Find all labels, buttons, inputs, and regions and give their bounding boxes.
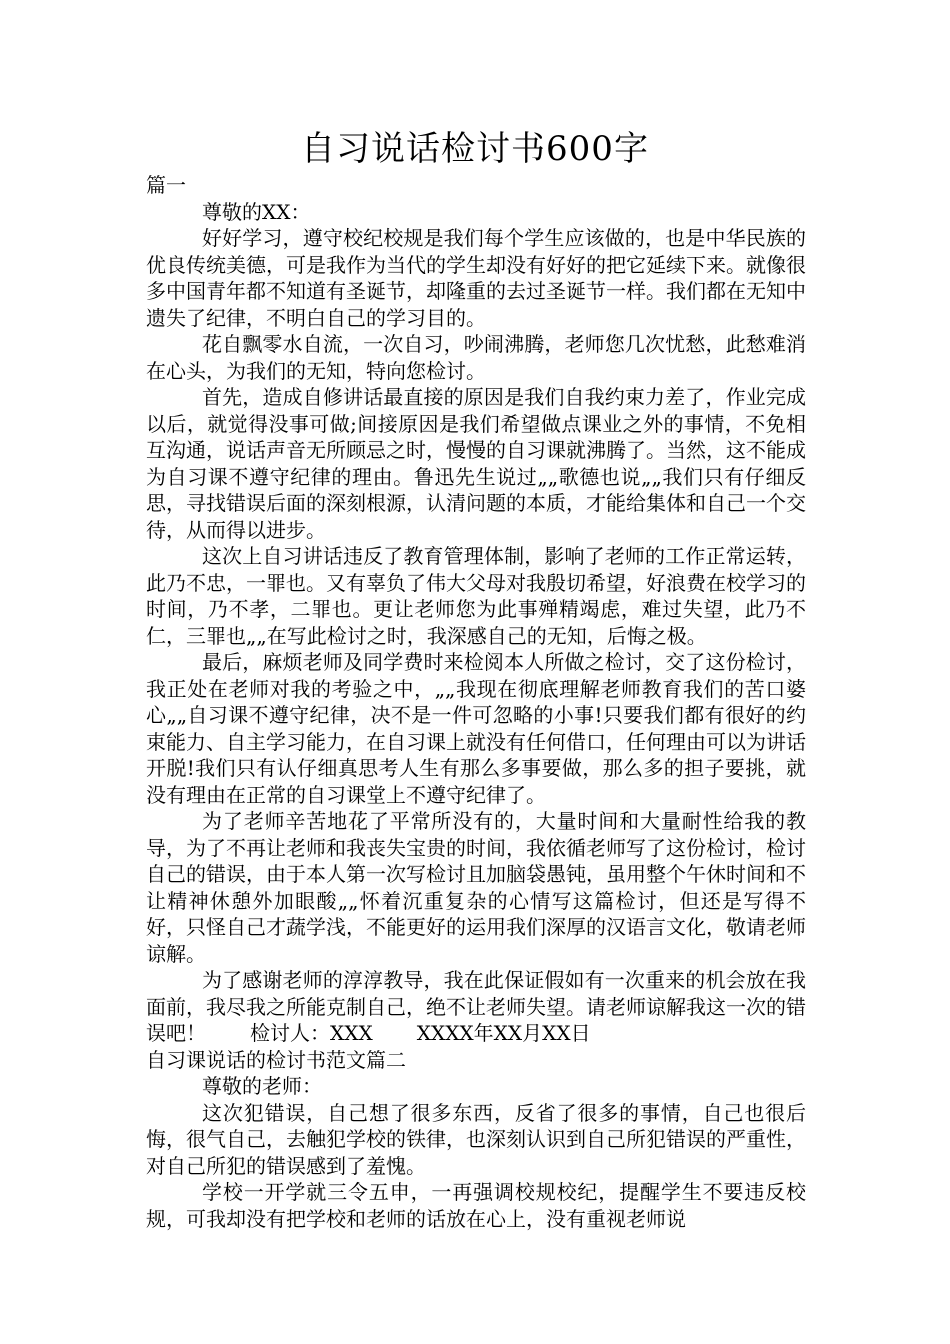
section-label: 自习课说话的检讨书范文篇二 bbox=[146, 1047, 406, 1072]
paragraph: 为了老师辛苦地花了平常所没有的，大量时间和大量耐性给我的教导，为了不再让老师和我丧失宝贵的时间，我依循老师写了这份检讨，检讨自己的错误，由于本人第一次写检讨且加脑袋愚钝，虽用整个午休时间和不让精神休憩外加眼酸„„怀着沉重复杂的心情写这篇检讨，但还是写得不好，只怪自己才蔬学浅，不能更好的运用我们深厚的汉语言文化，敬请老师谅解。 bbox=[146, 809, 806, 966]
section-label: 篇一 bbox=[146, 173, 186, 197]
paragraph: 好好学习，遵守校纪校规是我们每个学生应该做的，也是中华民族的优良传统美德，可是我作为当代的学生却没有好好的把它延续下来。就像很多中国青年都不知道有圣诞节，却隆重的去过圣诞节一样。我们都在无知中遗失了纪律，不明白自己的学习目的。 bbox=[146, 226, 806, 330]
paragraph: 首先，造成自修讲话最直接的原因是我们自我约束力差了，作业完成以后，就觉得没事可做;间接原因是我们希望做点课业之外的事情，不免相互沟通，说话声音无所顾忌之时，慢慢的自习课就沸腾了。当然，这不能成为自习课不遵守纪律的理由。鲁迅先生说过„„歌德也说„„我们只有仔细反思，寻找错误后面的深刻根源，认清问题的本质，才能给集体和自己一个交待，从而得以进步。 bbox=[146, 385, 806, 542]
signature: 检讨人：XXX bbox=[250, 1021, 373, 1045]
paragraph: 这次犯错误，自己想了很多东西，反省了很多的事情，自己也很后悔，很气自己，去触犯学校的铁律，也深刻认识到自己所犯错误的严重性，对自己所犯的错误感到了羞愧。 bbox=[146, 1100, 806, 1178]
closing-paragraph bbox=[146, 967, 806, 1047]
paragraph: 最后，麻烦老师及同学费时来检阅本人所做之检讨，交了这份检讨，我正处在老师对我的考验之中，„„我现在彻底理解老师教育我们的苦口婆心„„自习课不遵守纪律，决不是一件可忽略的小事!只要我们都有很好的约束能力、自主学习能力，在自习课上就没有任何借口，任何理由可以为讲话开脱!我们只有认仔细真思考人生有那么多事要做，那么多的担子要挑，就没有理由在正常的自习课堂上不遵守纪律了。 bbox=[146, 650, 806, 807]
document-body bbox=[146, 172, 806, 1232]
salutation: 尊敬的老师： bbox=[202, 1074, 322, 1098]
paragraph: 花自飘零水自流，一次自习，吵闹沸腾，老师您几次忧愁，此愁难消在心头，为我们的无知，特向您检讨。 bbox=[146, 332, 806, 383]
signature-date: XXXX年XX月XX日 bbox=[416, 1021, 591, 1045]
paragraph: 学校一开学就三令五申，一再强调校规校纪，提醒学生不要违反校规，可我却没有把学校和老师的话放在心上，没有重视老师说 bbox=[146, 1180, 806, 1231]
paragraph-text: 为了感谢老师的淳淳教导，我在此保证假如有一次重来的机会放在我面前，我尽我之所能克制自己，绝不让老师失望。请老师谅解我这一次的错误吧！ bbox=[146, 968, 806, 1045]
salutation: 尊敬的XX： bbox=[202, 199, 311, 224]
document-title: 自习说话检讨书600字 bbox=[301, 129, 649, 169]
paragraph: 这次上自习讲话违反了教育管理体制，影响了老师的工作正常运转，此乃不忠，一罪也。又有辜负了伟大父母对我殷切希望，好浪费在校学习的时间，乃不孝，二罪也。更让老师您为此事殚精竭虑，难过失望，此乃不仁，三罪也„„在写此检讨之时，我深感自己的无知，后悔之极。 bbox=[146, 544, 806, 648]
